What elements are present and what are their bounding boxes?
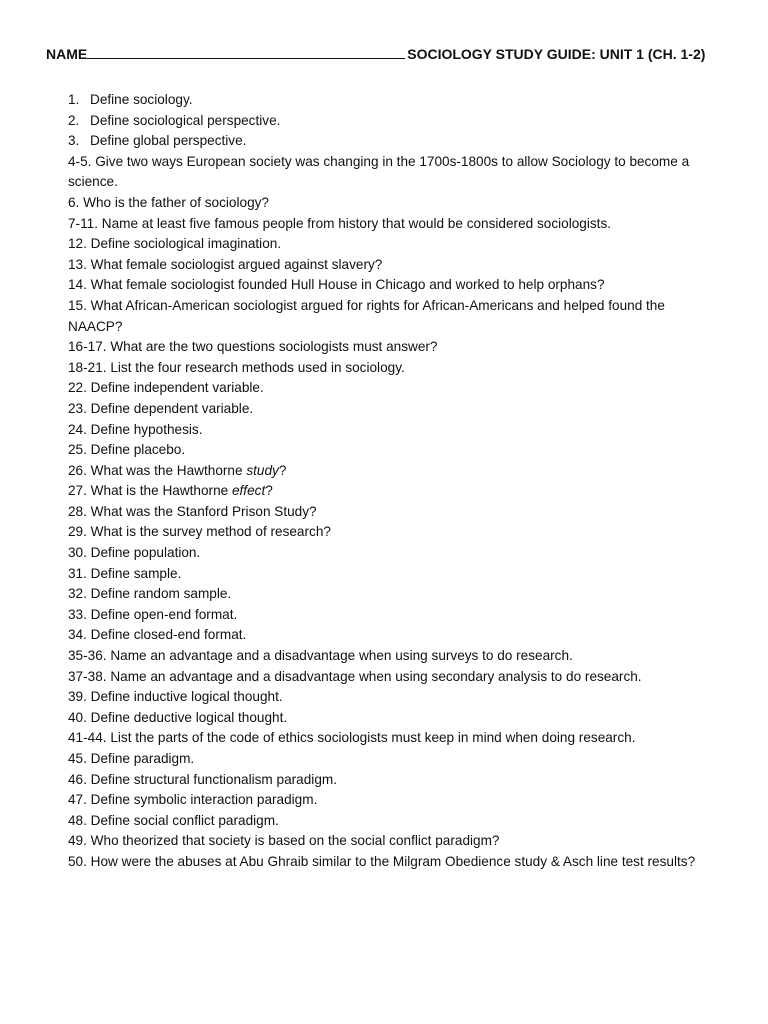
question-item: 34. Define closed-end format. bbox=[68, 627, 247, 643]
question-item: 7-11. Name at least five famous people from history that would be considered sociologists. bbox=[68, 215, 612, 231]
header bbox=[46, 46, 726, 62]
question-text: Define sociological perspective. bbox=[90, 112, 281, 128]
question-item: 35-36. Name an advantage and a disadvantage when using surveys to do research. bbox=[68, 648, 573, 664]
question-item-hawthorne-effect bbox=[68, 481, 718, 502]
question-item: 14. What female sociologist founded Hull House in Chicago and worked to help orphans? bbox=[68, 277, 605, 293]
list-item bbox=[68, 111, 718, 132]
question-item: 4-5. Give two ways European society was changing in the 1700s-1800s to allow Sociology to become a science. bbox=[68, 153, 690, 190]
page-title: SOCIOLOGY STUDY GUIDE: UNIT 1 (CH. 1-2) bbox=[407, 46, 706, 62]
name-label: NAME bbox=[46, 46, 88, 62]
question-item: 46. Define structural functionalism paradigm. bbox=[68, 771, 337, 787]
question-item: 45. Define paradigm. bbox=[68, 751, 195, 766]
question-item: 18-21. List the four research methods used in sociology. bbox=[68, 359, 405, 375]
list-number: 2. bbox=[68, 112, 80, 128]
question-item: 16-17. What are the two questions sociologists must answer? bbox=[68, 339, 438, 355]
question-item: 33. Define open-end format. bbox=[68, 606, 238, 622]
question-item: 24. Define hypothesis. bbox=[68, 421, 203, 437]
italic-term: effect bbox=[231, 483, 266, 499]
question-item: 23. Define dependent variable. bbox=[68, 400, 254, 416]
question-item: 31. Define sample. bbox=[68, 565, 182, 581]
question-item: 50. How were the abuses at Abu Ghraib similar to the Milgram Obedience study & Asch line test results? bbox=[68, 853, 696, 869]
name-blank-line bbox=[87, 46, 405, 59]
question-item: 39. Define inductive logical thought. bbox=[68, 689, 283, 705]
question-text: Define global perspective. bbox=[90, 133, 247, 149]
question-item: 22. Define independent variable. bbox=[68, 380, 264, 396]
question-item: 25. Define placebo. bbox=[68, 442, 186, 458]
italic-term: study bbox=[246, 462, 279, 478]
question-text: 26. What was the Hawthorne bbox=[68, 462, 247, 478]
question-item: 32. Define random sample. bbox=[68, 586, 232, 602]
question-text: Define sociology. bbox=[90, 92, 193, 107]
question-item: 15. What African-American sociologist argued for rights for African-Americans and helped found the NAACP? bbox=[68, 297, 665, 334]
question-item: 6. Who is the father of sociology? bbox=[68, 194, 269, 210]
list-number: 1. bbox=[68, 92, 80, 107]
list-item bbox=[68, 90, 718, 111]
question-item: 13. What female sociologist argued against slavery? bbox=[68, 256, 383, 272]
question-item-hawthorne-study bbox=[68, 461, 718, 482]
question-text: 27. What is the Hawthorne bbox=[68, 483, 232, 499]
question-mark: ? bbox=[278, 462, 287, 478]
question-item: 49. Who theorized that society is based on the social conflict paradigm? bbox=[68, 833, 500, 849]
question-item: 28. What was the Stanford Prison Study? bbox=[68, 503, 317, 519]
question-item: 12. Define sociological imagination. bbox=[68, 236, 282, 252]
question-item: 41-44. List the parts of the code of ethics sociologists must keep in mind when doing research. bbox=[68, 730, 636, 746]
question-item: 48. Define social conflict paradigm. bbox=[68, 812, 279, 828]
question-item: 37-38. Name an advantage and a disadvantage when using secondary analysis to do research. bbox=[68, 668, 642, 684]
question-item: 30. Define population. bbox=[68, 545, 201, 561]
question-item: 29. What is the survey method of research? bbox=[68, 524, 331, 540]
question-item: 47. Define symbolic interaction paradigm. bbox=[68, 792, 318, 808]
list-item bbox=[68, 131, 718, 152]
question-item: 40. Define deductive logical thought. bbox=[68, 709, 288, 725]
question-list bbox=[68, 90, 718, 873]
question-mark: ? bbox=[265, 483, 273, 499]
list-number: 3. bbox=[68, 133, 80, 149]
